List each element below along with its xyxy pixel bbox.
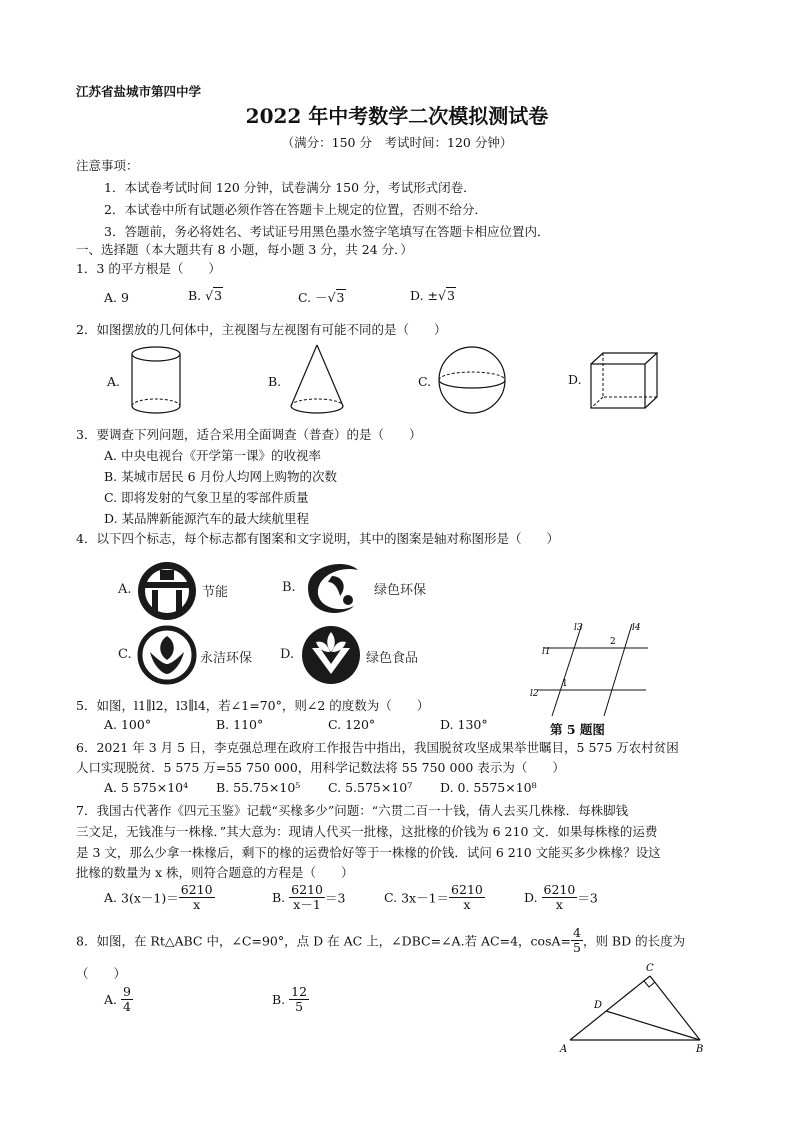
q5-option-a: A. 100°	[104, 717, 152, 732]
q6-option-d: D. 0. 5575×10⁸	[440, 780, 537, 795]
school-name: 江苏省盐城市第四中学	[76, 84, 202, 99]
question-5-figure	[524, 616, 664, 724]
q5-option-d: D. 130°	[440, 717, 488, 732]
vertex-b-label: B	[696, 1044, 704, 1055]
note-item: 2．本试卷中所有试题必须作答在答题卡上规定的位置，否则不给分．	[104, 202, 487, 217]
question-2-stem: 2．如图摆放的几何体中，主视图与左视图有可能不同的是（ ）	[76, 322, 447, 337]
fraction: $\frac{9}{4}$	[123, 984, 131, 1014]
q1-option-d	[410, 288, 456, 303]
question-7-line-3: 是 3 文，那么少拿一株椽后，剩下的椽的运费恰好等于一株椽的价钱．试问 6 210 文能买多少株椽？设这	[76, 845, 661, 860]
q2-option-a: A.	[107, 374, 121, 389]
q7-option-d-rhs: ＝3	[577, 890, 598, 906]
q8-option-a	[104, 985, 133, 1014]
q7-option-c-lhs: 3x－1＝	[401, 890, 450, 906]
angle-1-label: 1	[562, 679, 568, 689]
fraction: $\frac{4}{5}$	[573, 925, 581, 955]
q7-option-b-rhs: ＝3	[324, 890, 346, 906]
label-l4: l4	[632, 623, 641, 633]
label-l1: l1	[542, 647, 551, 657]
q2-option-d: D.	[568, 372, 582, 387]
q4-option-c-letter: C.	[118, 647, 132, 662]
q8-stem-post: ，则 BD 的长度为	[582, 933, 686, 949]
green-food-logo	[300, 624, 362, 686]
sphere-figure	[436, 344, 508, 416]
radicand: 3	[446, 288, 455, 303]
q1-option-c-letter: C. －	[298, 290, 328, 305]
q7-option-c	[384, 883, 485, 912]
section-heading: 一、选择题（本大题共有 8 小题，每小题 3 分，共 24 分．）	[76, 242, 413, 257]
exam-title: 2022 年中考数学二次模拟测试卷	[245, 104, 549, 128]
cylinder-figure	[128, 344, 184, 418]
q4-option-d-letter: D.	[280, 647, 295, 662]
question-7-line-4: 批椽的数量为 x 株，则符合题意的方程是（ ）	[76, 865, 354, 880]
q8-option-b-letter: B.	[272, 991, 286, 1007]
q1-option-c	[298, 288, 346, 306]
q4-option-a-letter: A.	[118, 582, 132, 597]
q4-option-a-label: 节能	[202, 585, 229, 600]
q6-option-a: A. 5 575×10⁴	[104, 780, 189, 795]
q3-option-b: B. 某城市居民 6 月份人均网上购物的次数	[104, 469, 338, 484]
q7-option-d	[524, 883, 598, 912]
radicand: 3	[214, 288, 223, 303]
q8-stem-pre: 8．如图，在 Rt△ABC 中，∠C=90°，点 D 在 AC 上，∠DBC=∠A.若 AC=4，cosA=	[76, 933, 571, 949]
q3-option-d: D. 某品牌新能源汽车的最大续航里程	[104, 511, 310, 526]
q1-option-d-letter: D. ±	[410, 288, 438, 303]
q8-option-a-letter: A.	[104, 991, 118, 1007]
label-l2: l2	[530, 689, 539, 699]
question-1-stem: 1．3 的平方根是（ ）	[76, 261, 221, 276]
q4-option-c-label: 永洁环保	[200, 651, 253, 666]
q4-option-b-label: 绿色环保	[374, 583, 427, 598]
angle-2-label: 2	[610, 637, 616, 647]
clean-environment-logo	[136, 624, 198, 686]
q6-option-c: C. 5.575×10⁷	[328, 780, 413, 795]
sqrt-sign: √	[438, 288, 446, 303]
sqrt-sign: √	[327, 290, 336, 305]
q1-option-b-letter: B.	[188, 288, 202, 303]
q5-option-c: C. 120°	[328, 717, 376, 732]
q4-option-b-letter: B.	[282, 580, 296, 595]
sqrt-sign: √	[205, 288, 214, 303]
fraction: $\frac{6210}{x}$	[451, 882, 483, 912]
q7-option-a-lhs: 3(x－1)＝	[121, 890, 179, 906]
question-7-line-2: 三文足，无钱准与一株椽．”其大意为：现请人代买一批椽，这批椽的价钱为 6 210 文．如果每株椽的运费	[76, 824, 658, 839]
question-4-stem: 4．以下四个标志，每个标志都有图案和文字说明，其中的图案是轴对称图形是（ ）	[76, 531, 559, 546]
cone-figure	[286, 342, 348, 418]
q2-option-b: B.	[268, 374, 282, 389]
vertex-d-label: D	[594, 1000, 603, 1011]
q7-option-c-letter: C.	[384, 889, 398, 905]
q1-option-b	[188, 288, 223, 303]
q7-option-a-letter: A.	[104, 889, 118, 905]
note-item: 3．答题前，务必将姓名、考试证号用黑色墨水签字笔填写在答题卡相应位置内．	[104, 224, 550, 239]
question-6-line-2: 人口实现脱贫．5 575 万=55 750 000，用科学记数法将 55 750 000 表示为（ ）	[76, 760, 565, 775]
question-5-stem: 5．如图，l1∥l2，l3∥l4，若∠1=70°，则∠2 的度数为（ ）	[76, 698, 430, 713]
q7-option-d-letter: D.	[524, 889, 538, 905]
q7-option-a	[104, 883, 215, 912]
question-8-figure	[556, 958, 716, 1058]
q4-option-d-label: 绿色食品	[366, 651, 419, 666]
q7-option-b	[272, 883, 345, 912]
q8-option-b	[272, 985, 309, 1014]
energy-saving-logo	[136, 560, 198, 622]
label-l3: l3	[574, 623, 583, 633]
q5-option-b: B. 110°	[216, 717, 264, 732]
q3-option-a: A. 中央电视台《开学第一课》的收视率	[104, 448, 321, 463]
note-item: 1．本试卷考试时间 120 分钟，试卷满分 150 分，考试形式闭卷．	[104, 180, 476, 195]
q3-option-c: C. 即将发射的气象卫星的零部件质量	[104, 490, 309, 505]
q2-option-c: C.	[418, 374, 432, 389]
question-6-line-1: 6．2021 年 3 月 5 日，李克强总理在政府工作报告中指出，我国脱贫攻坚成果举世瞩目，5 575 万农村贫困	[76, 740, 679, 755]
q1-option-a: A. 9	[104, 290, 129, 305]
q6-option-b: B. 55.75×10⁵	[216, 780, 301, 795]
green-environment-logo	[298, 556, 366, 620]
question-5-figure-caption: 第 5 题图	[550, 722, 605, 737]
fraction: $\frac{12}{5}$	[291, 984, 308, 1014]
vertex-a-label: A	[560, 1044, 568, 1055]
question-3-stem: 3．要调查下列问题，适合采用全面调查（普查）的是（ ）	[76, 427, 422, 442]
fraction: $\frac{6210}{x-1}$	[291, 882, 323, 912]
exam-subtitle: （满分：150 分 考试时间：120 分钟）	[281, 135, 513, 150]
fraction: $\frac{6210}{x}$	[543, 882, 576, 912]
q7-option-b-letter: B.	[272, 889, 286, 905]
question-7-line-1: 7．我国古代著作《四元玉鉴》记载“买椽多少”问题：“六贯二百一十钱，倩人去买几株椽．每株脚钱	[76, 803, 629, 818]
radicand: 3	[336, 290, 345, 305]
fraction: $\frac{6210}{x}$	[180, 882, 213, 912]
question-8-answer-paren: （ ）	[76, 966, 127, 981]
cuboid-figure	[588, 350, 660, 412]
question-8-stem	[76, 926, 685, 955]
notes-heading: 注意事项：	[76, 158, 139, 173]
vertex-c-label: C	[646, 963, 654, 974]
